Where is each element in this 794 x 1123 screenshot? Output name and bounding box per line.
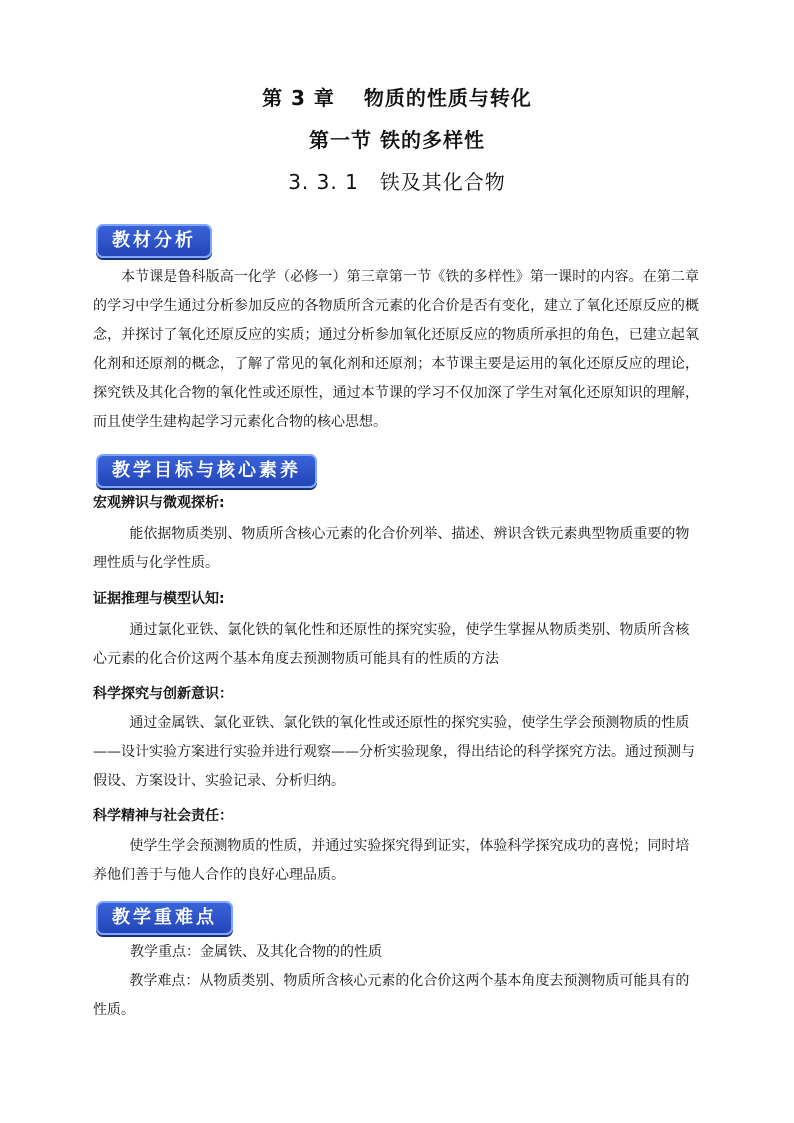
chapter-title: 第 3 章 物质的性质与转化 — [262, 86, 532, 110]
goal-text-4: 使学生学会预测物质的性质，并通过实验探究得到证实，体验科学探究成功的喜悦；同时培养他们善于与他人合作的良好心理品质。 — [93, 838, 690, 883]
lesson-title: 3. 3. 1 铁及其化合物 — [288, 170, 506, 194]
goal-text-2: 通过氯化亚铁、氯化铁的氧化性和还原性的探究实验，使学生掌握从物质类别、物质所含核心元素的化合价这两个基本角度去预测物质可能具有的性质的方法 — [93, 622, 690, 667]
goal-text-1: 能依据物质类别、物质所含核心元素的化合价列举、描述、辨识含铁元素典型物质重要的物理性质与化学性质。 — [93, 526, 690, 571]
badge-key-difficulties: 教学重难点 — [96, 901, 233, 935]
goal-heading-2: 证据推理与模型认知: — [93, 591, 225, 607]
analysis-paragraph: 本节课是鲁科版高一化学（必修一）第三章第一节《铁的多样性》第一课时的内容。在第二章的学习中学生通过分析参加反应的各物质所含元素的化合价是否有变化，建立了氧化还原反应的概念，并探讨了氧化还原反应的实质；通过分析参加氧化还原反应的物质所承担的角色，已建立起氧化剂和还原剂的概念，了解了常见的氧化剂和还原剂；本节课主要是运用的氧化还原反应的理论，探究铁及其化合物的氧化性或还原性，通过本节课的学习不仅加深了学生对氧化还原知识的理解，而且使学生建构起学习元素化合物的核心思想。 — [93, 269, 699, 430]
badge-textbook-analysis: 教材分析 — [96, 224, 212, 258]
goal-heading-4: 科学精神与社会责任： — [93, 808, 233, 824]
badge-goals: 教学目标与核心素养 — [96, 454, 317, 488]
key-point: 教学重点：金属铁、及其化合物的的性质 — [130, 944, 382, 960]
goal-heading-1: 宏观辨识与微观探析: — [93, 495, 225, 511]
section-title: 第一节 铁的多样性 — [309, 128, 485, 152]
goal-heading-3: 科学探究与创新意识： — [93, 686, 233, 702]
difficult-point: 教学难点：从物质类别、物质所含核心元素的化合价这两个基本角度去预测物质可能具有的性质。 — [93, 973, 690, 1018]
goal-text-3: 通过金属铁、氯化亚铁、氯化铁的氧化性或还原性的探究实验，使学生学会预测物质的性质——设计实验方案进行实验并进行观察——分析实验现象，得出结论的科学探究方法。通过预测与假设、方案设计、实验记录、分析归纳。 — [93, 715, 695, 789]
